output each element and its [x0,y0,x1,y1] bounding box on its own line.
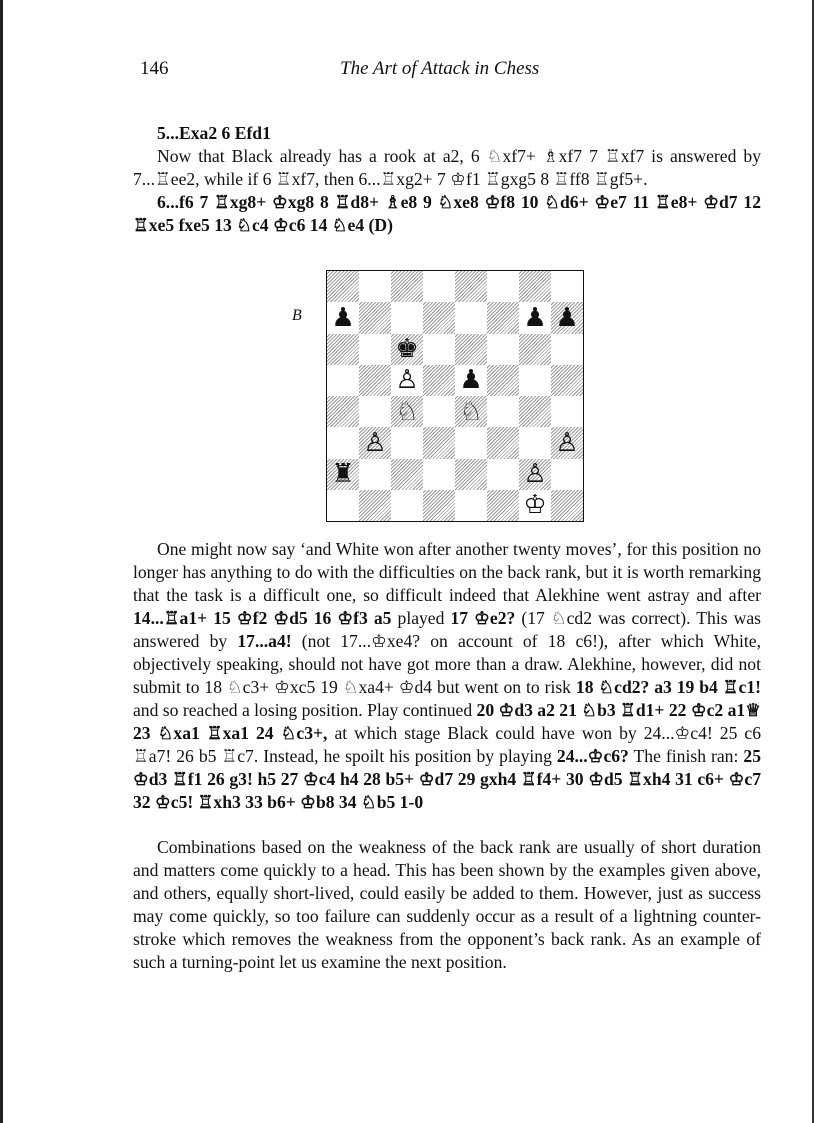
square-e4 [455,396,487,427]
square-f4 [487,396,519,427]
analysis-paragraph [133,538,761,814]
body-block [133,538,761,974]
black-pawn-e5: ♟ [459,365,483,396]
page-number: 146 [140,58,169,79]
square-c7 [391,302,423,333]
square-c5 [391,365,423,396]
black-pawn-h7: ♟ [555,302,579,333]
square-d4 [423,396,455,427]
side-to-move-label: B [292,307,302,324]
page-edge-left [0,0,3,1123]
square-f6 [487,334,519,365]
square-h5 [551,365,583,396]
square-h1 [551,490,583,521]
white-pawn-b3: ♙ [363,427,387,458]
square-b6 [359,334,391,365]
page-edge-right [812,0,814,1123]
square-a7 [327,302,359,333]
square-e1 [455,490,487,521]
square-c8 [391,271,423,302]
square-d8 [423,271,455,302]
square-g4 [519,396,551,427]
square-e3 [455,427,487,458]
analysis-text-7: The finish ran: [628,746,744,766]
square-c2 [391,459,423,490]
square-f1 [487,490,519,521]
square-f5 [487,365,519,396]
square-a1 [327,490,359,521]
chess-diagram [326,270,584,522]
square-b1 [359,490,391,521]
square-b8 [359,271,391,302]
analysis-text-1: One might now say ‘and White won after another twenty moves’, for this position no longer has anything to do with the difficulties on the back rank, but it is worth remarking that the task is a difficult one, so difficult indeed that Alekhine went astray and after [133,539,761,605]
white-pawn-g2: ♙ [523,459,547,490]
black-pawn-g7: ♟ [523,302,547,333]
white-knight-c4: ♘ [395,396,419,427]
square-h2 [551,459,583,490]
square-b3 [359,427,391,458]
square-e7 [455,302,487,333]
black-king-c6: ♚ [395,334,419,365]
square-a5 [327,365,359,396]
analysis-text-4: (not 17...♔xe4? on account of 18 c6!), after which White, objectively speaking, should not have got more than a draw. Alekhine, however, did not submit to 18 ♘c3+ ♔xc5 19 ♘xa4+ ♔d4 but went on to risk [133,631,761,697]
square-h4 [551,396,583,427]
move-17-black: 17...a4! [237,631,292,651]
square-f7 [487,302,519,333]
square-a2 [327,459,359,490]
square-g5 [519,365,551,396]
square-b5 [359,365,391,396]
square-b7 [359,302,391,333]
moves-14-16: 14...♖a1+ 15 ♔f2 ♔d5 16 ♔f3 a5 [133,608,392,628]
square-a6 [327,334,359,365]
square-g6 [519,334,551,365]
square-g2 [519,459,551,490]
intro-block [133,122,761,237]
square-g1 [519,490,551,521]
white-knight-e4: ♘ [459,396,483,427]
move-24-black: 24...♔c6? [556,746,629,766]
square-c4 [391,396,423,427]
square-f2 [487,459,519,490]
square-h6 [551,334,583,365]
intro-paragraph: Now that Black already has a rook at a2, 6 ♘xf7+ ♗xf7 7 ♖xf7 is answered by 7...♖ee2, while if 6 ♖xf7, then 6...♖xg2+ 7 ♔f1 ♖gxg5 8 ♖ff8 ♖gf5+. [133,146,761,189]
square-a8 [327,271,359,302]
main-line-moves: 6...f6 7 ♖xg8+ ♔xg8 8 ♖d8+ ♗e8 9 ♘xe8 ♔f8 10 ♘d6+ ♔e7 11 ♖e8+ ♔d7 12 ♖xe5 fxe5 13 ♘c4 ♔c6 14 ♘e4 (D) [133,192,761,235]
white-pawn-h3: ♙ [555,427,579,458]
moves-18-19: 18 ♘cd2? a3 19 b4 ♖c1! [575,677,761,697]
moves-20-24: 20 ♔d3 a2 21 ♘b3 ♖d1+ 22 ♔c2 a1♕ 23 ♘xa1 ♖xa1 24 ♘c3+, [133,700,761,743]
square-g8 [519,271,551,302]
analysis-text-2: played [391,608,451,628]
square-h8 [551,271,583,302]
square-d6 [423,334,455,365]
square-b2 [359,459,391,490]
square-f8 [487,271,519,302]
analysis-text-3: (17 ♘cd2 was correct). This was answered by [133,608,761,651]
square-e6 [455,334,487,365]
square-e5 [455,365,487,396]
square-g7 [519,302,551,333]
finish-moves: 25 ♔d3 ♖f1 26 g3! h5 27 ♔c4 h4 28 b5+ ♔d7 29 gxh4 ♖f4+ 30 ♔d5 ♖xh4 31 c6+ ♔c7 32 ♔c5! ♖xh3 33 b6+ ♔b8 34 ♘b5 1-0 [133,746,761,812]
square-d2 [423,459,455,490]
square-h3 [551,427,583,458]
move-17: 17 ♔e2? [450,608,516,628]
square-b4 [359,396,391,427]
square-d5 [423,365,455,396]
square-d3 [423,427,455,458]
square-e8 [455,271,487,302]
analysis-text-5: and so reached a losing position. Play continued [133,700,477,720]
square-a3 [327,427,359,458]
square-d7 [423,302,455,333]
white-king-g1: ♔ [523,490,547,521]
square-a4 [327,396,359,427]
white-pawn-c5: ♙ [395,365,419,396]
square-c3 [391,427,423,458]
analysis-text-6: at which stage Black could have won by 24...♔c4! 25 c6 ♖a7! 26 b5 ♖c7. Instead, he spoilt his position by playing [133,723,761,766]
square-g3 [519,427,551,458]
square-d1 [423,490,455,521]
square-c1 [391,490,423,521]
square-f3 [487,427,519,458]
square-c6 [391,334,423,365]
black-pawn-a7: ♟ [331,302,355,333]
closing-paragraph: Combinations based on the weakness of the back rank are usually of short duration and matters come quickly to a head. This has been shown by the examples given above, and others, equally short-lived, could easily be added to them. However, just as success may come quickly, so too failure can suddenly occur as a result of a lightning counter-stroke which removes the weakness from the opponent’s back rank. As an example of such a turning-point let us examine the next position. [133,837,761,972]
square-h7 [551,302,583,333]
heading-moves: 5...Exa2 6 Efd1 [157,123,271,143]
running-head: The Art of Attack in Chess [340,58,540,79]
square-e2 [455,459,487,490]
black-rook-a2: ♜ [331,459,355,490]
